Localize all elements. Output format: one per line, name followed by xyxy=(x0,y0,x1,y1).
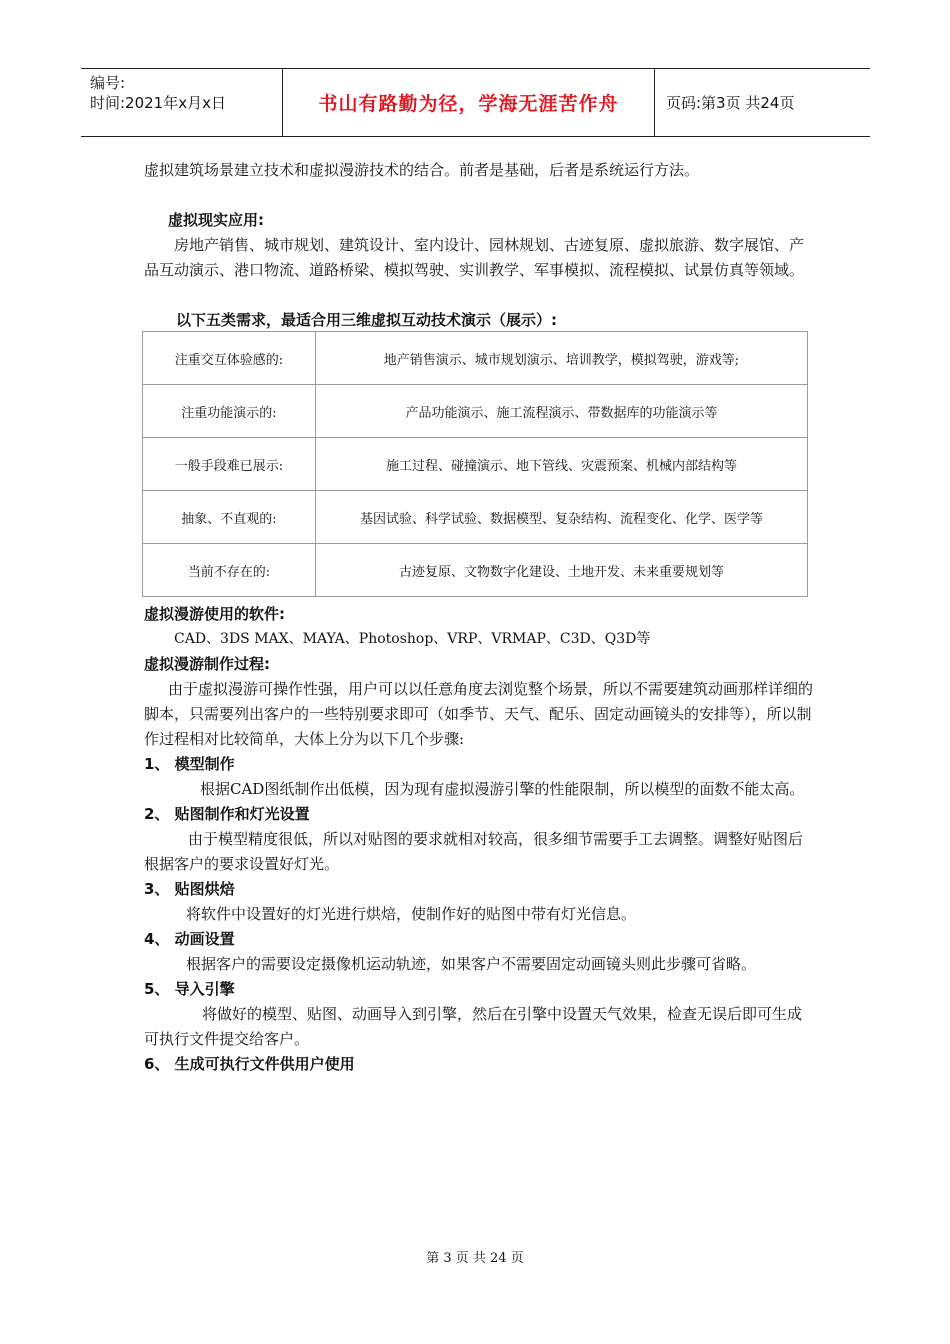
row-value: 施工过程、碰撞演示、地下管线、灾震预案、机械内部结构等 xyxy=(316,438,808,491)
requirements-table xyxy=(142,331,808,597)
row-value: 古迹复原、文物数字化建设、土地开发、未来重要规划等 xyxy=(316,544,808,597)
step-desc: 由于模型精度很低，所以对贴图的要求就相对较高，很多细节需要手工去调整。调整好贴图后根据客户的要求设置好灯光。 xyxy=(144,830,804,873)
table-row xyxy=(143,544,808,597)
row-key: 抽象、不直观的: xyxy=(143,491,316,544)
table-title: 以下五类需求，最适合用三维虚拟互动技术演示（展示）: xyxy=(176,311,558,329)
row-key: 注重交互体验感的: xyxy=(143,332,316,385)
step-desc: 将做好的模型、贴图、动画导入到引擎，然后在引擎中设置天气效果，检查无误后即可生成可执行文件提交给客户。 xyxy=(144,1005,803,1048)
step-title: 3、 贴图烘焙 xyxy=(144,880,235,898)
step-desc: 根据客户的需要设定摄像机运动轨迹，如果客户不需要固定动画镜头则此步骤可省略。 xyxy=(186,955,757,973)
step-title: 2、 贴图制作和灯光设置 xyxy=(144,805,310,823)
serial-label: 编号: xyxy=(90,74,126,92)
step-title: 5、 导入引擎 xyxy=(144,980,235,998)
page-header xyxy=(81,68,870,137)
vr-app-body: 房地产销售、城市规划、建筑设计、室内设计、园林规划、古迹复原、虚拟旅游、数字展馆、产品互动演示、港口物流、道路桥梁、模拟驾驶、实训教学、军事模拟、流程模拟、试景仿真等领域。 xyxy=(144,236,805,279)
row-key: 一般手段难已展示: xyxy=(143,438,316,491)
header-page-info: 页码:第3页 共24页 xyxy=(666,94,795,112)
row-value: 基因试验、科学试验、数据模型、复杂结构、流程变化、化学、医学等 xyxy=(316,491,808,544)
step-title: 1、 模型制作 xyxy=(144,755,235,773)
software-list: CAD、3DS MAX、MAYA、Photoshop、VRP、VRMAP、C3D、Q3D等 xyxy=(174,631,651,647)
header-motto: 书山有路勤为径，学海无涯苦作舟 xyxy=(283,69,655,136)
time-label: 时间:2021年x月x日 xyxy=(90,94,226,112)
process-heading: 虚拟漫游制作过程: xyxy=(144,655,270,673)
intro-line: 虚拟建筑场景建立技术和虚拟漫游技术的结合。前者是基础，后者是系统运行方法。 xyxy=(144,161,700,179)
table-row xyxy=(143,438,808,491)
step-title: 4、 动画设置 xyxy=(144,930,235,948)
page-footer: 第 3 页 共 24 页 xyxy=(426,1251,524,1266)
table-row xyxy=(143,332,808,385)
row-key: 当前不存在的: xyxy=(143,544,316,597)
table-row xyxy=(143,385,808,438)
header-meta xyxy=(81,69,283,136)
step-title: 6、 生成可执行文件供用户使用 xyxy=(144,1055,355,1073)
row-value: 产品功能演示、施工流程演示、带数据库的功能演示等 xyxy=(316,385,808,438)
step-desc: 将软件中设置好的灯光进行烘焙，使制作好的贴图中带有灯光信息。 xyxy=(186,905,637,923)
row-value: 地产销售演示、城市规划演示、培训教学，模拟驾驶，游戏等; xyxy=(316,332,808,385)
step-desc: 根据CAD图纸制作出低模，因为现有虚拟漫游引擎的性能限制，所以模型的面数不能太高。 xyxy=(200,780,805,798)
table-row xyxy=(143,491,808,544)
process-intro: 由于虚拟漫游可操作性强，用户可以以任意角度去浏览整个场景，所以不需要建筑动画那样详细的脚本，只需要列出客户的一些特别要求即可（如季节、天气、配乐、固定动画镜头的安排等），所以制作过程相对比较简单，大体上分为以下几个步骤: xyxy=(144,680,814,748)
software-heading: 虚拟漫游使用的软件: xyxy=(144,605,285,623)
row-key: 注重功能演示的: xyxy=(143,385,316,438)
vr-app-heading: 虚拟现实应用: xyxy=(168,211,264,229)
